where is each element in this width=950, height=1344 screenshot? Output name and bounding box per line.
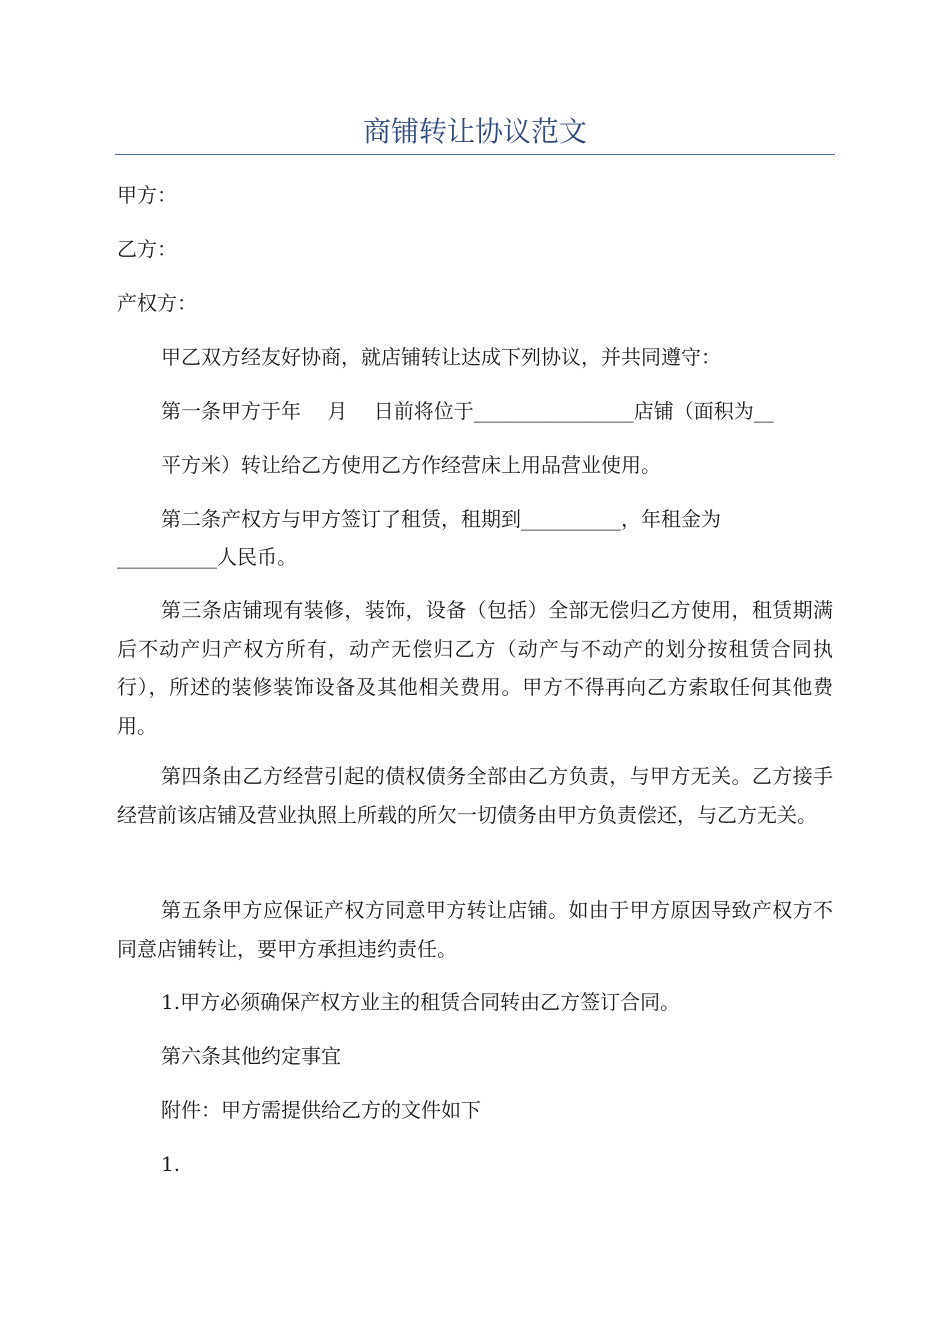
party-b-label: 乙方：: [117, 237, 177, 261]
attachment-item-1: 1.: [161, 1152, 181, 1176]
attachment-heading: 附件：甲方需提供给乙方的文件如下: [161, 1098, 481, 1122]
article-5: 第五条甲方应保证产权方同意甲方转让店铺。如由于甲方原因导致产权方不同意店铺转让，要甲方承担违约责任。: [117, 898, 833, 961]
article-1-line-1: 第一条甲方于年 月 日前将位于________________店铺（面积为__: [161, 399, 774, 423]
document-title: 商铺转让协议范文: [362, 115, 587, 148]
article-2-line-1: 第二条产权方与甲方签订了租赁，租期到__________，年租金为: [161, 507, 721, 531]
article-5-item-1: 1.甲方必须确保产权方业主的租赁合同转由乙方签订合同。: [161, 990, 681, 1014]
article-1-line-2: 平方米）转让给乙方使用乙方作经营床上用品营业使用。: [161, 453, 661, 477]
article-4: 第四条由乙方经营引起的债权债务全部由乙方负责，与甲方无关。乙方接手经营前该店铺及营业执照上所载的所欠一切债务由甲方负责偿还，与乙方无关。: [117, 764, 833, 827]
property-owner-label: 产权方：: [117, 291, 197, 315]
title-underline: [115, 154, 835, 155]
article-2-line-2: __________人民币。: [117, 545, 297, 569]
preamble: 甲乙双方经友好协商，就店铺转让达成下列协议，并共同遵守：: [161, 345, 721, 369]
article-6: 第六条其他约定事宜: [161, 1044, 341, 1068]
party-a-label: 甲方：: [117, 183, 177, 207]
article-3: 第三条店铺现有装修，装饰，设备（包括）全部无偿归乙方使用，租赁期满后不动产归产权方所有，动产无偿归乙方（动产与不动产的划分按租赁合同执行），所述的装修装饰设备及其他相关费用。甲方不得再向乙方索取任何其他费用。: [117, 598, 833, 738]
